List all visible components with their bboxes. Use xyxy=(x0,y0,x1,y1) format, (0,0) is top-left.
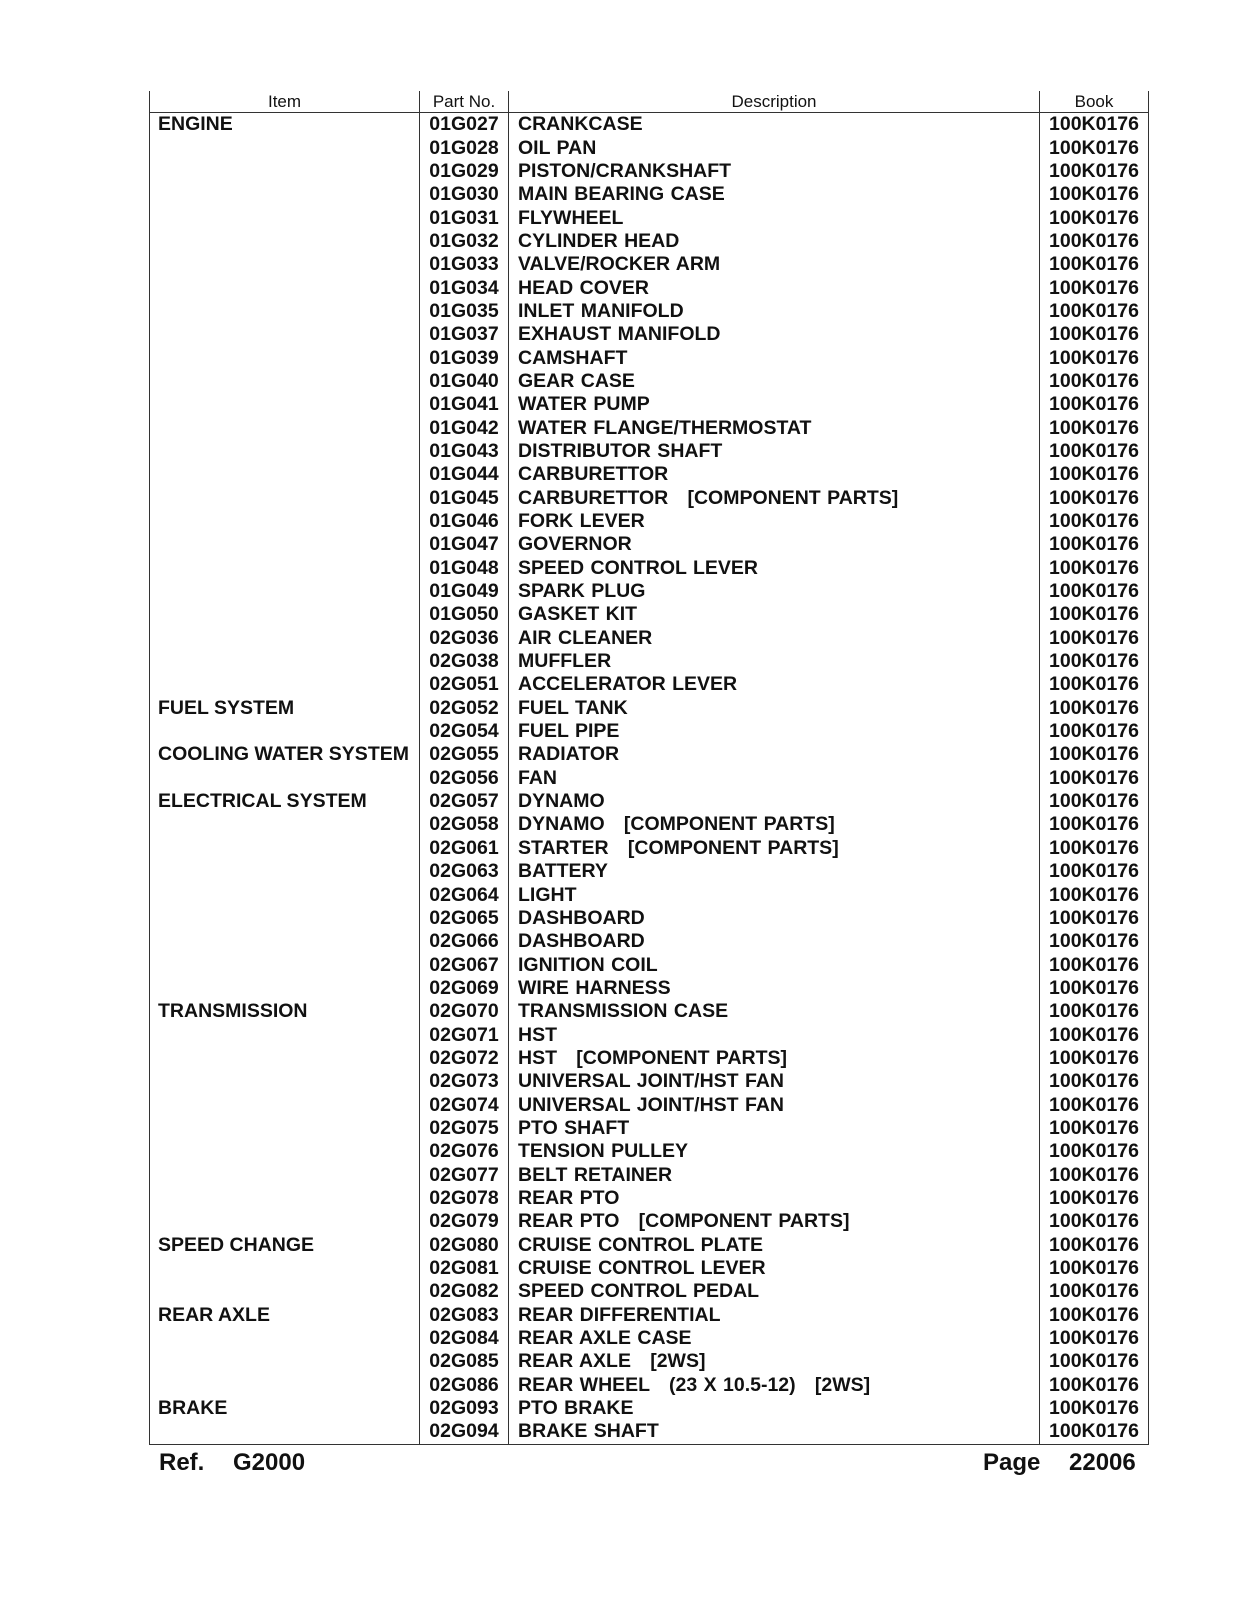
row-item-cell xyxy=(150,860,420,883)
row-item-cell xyxy=(150,206,420,229)
row-item-cell xyxy=(150,1350,420,1373)
row-book-cell: 100K0176 xyxy=(1040,487,1149,510)
row-description-cell: MUFFLER xyxy=(509,650,1040,673)
row-book-cell: 100K0176 xyxy=(1040,697,1149,720)
row-description-cell: PTO SHAFT xyxy=(509,1117,1040,1140)
row-book-cell: 100K0176 xyxy=(1040,627,1149,650)
table-row xyxy=(150,416,1149,439)
table-row xyxy=(150,1163,1149,1186)
row-part-no-cell: 01G043 xyxy=(420,440,509,463)
row-book-cell: 100K0176 xyxy=(1040,1397,1149,1420)
row-book-cell: 100K0176 xyxy=(1040,580,1149,603)
row-part-no-cell: 02G077 xyxy=(420,1163,509,1186)
row-book-cell: 100K0176 xyxy=(1040,673,1149,696)
row-part-no-cell: 02G083 xyxy=(420,1304,509,1327)
row-item-cell xyxy=(150,1140,420,1163)
row-book-cell: 100K0176 xyxy=(1040,160,1149,183)
row-book-cell: 100K0176 xyxy=(1040,183,1149,206)
row-item-cell xyxy=(150,323,420,346)
row-description-cell: REAR WHEEL (23 X 10.5-12) [2WS] xyxy=(509,1374,1040,1397)
row-part-no-cell: 02G082 xyxy=(420,1280,509,1303)
row-item-cell xyxy=(150,907,420,930)
row-item-cell xyxy=(150,510,420,533)
row-part-no-cell: 02G069 xyxy=(420,977,509,1000)
row-description-cell: CRUISE CONTROL PLATE xyxy=(509,1234,1040,1257)
row-item-cell xyxy=(150,603,420,626)
row-part-no-cell: 01G027 xyxy=(420,113,509,137)
row-description-cell: OIL PAN xyxy=(509,136,1040,159)
row-part-no-cell: 02G074 xyxy=(420,1093,509,1116)
row-item-cell xyxy=(150,370,420,393)
row-item-cell xyxy=(150,1070,420,1093)
row-item-cell xyxy=(150,1047,420,1070)
row-book-cell: 100K0176 xyxy=(1040,907,1149,930)
header-description: Description xyxy=(509,91,1040,113)
row-item-cell xyxy=(150,977,420,1000)
table-row xyxy=(150,790,1149,813)
table-row xyxy=(150,276,1149,299)
row-book-cell: 100K0176 xyxy=(1040,813,1149,836)
row-part-no-cell: 02G076 xyxy=(420,1140,509,1163)
row-part-no-cell: 01G045 xyxy=(420,487,509,510)
parts-index-sheet xyxy=(149,91,1148,1445)
row-part-no-cell: 02G080 xyxy=(420,1234,509,1257)
table-header-row xyxy=(150,91,1149,113)
row-book-cell: 100K0176 xyxy=(1040,1327,1149,1350)
row-part-no-cell: 02G056 xyxy=(420,767,509,790)
row-book-cell: 100K0176 xyxy=(1040,790,1149,813)
table-row xyxy=(150,1070,1149,1093)
row-item-cell xyxy=(150,767,420,790)
row-part-no-cell: 01G032 xyxy=(420,230,509,253)
row-part-no-cell: 01G030 xyxy=(420,183,509,206)
row-description-cell: HST xyxy=(509,1023,1040,1046)
table-row xyxy=(150,1327,1149,1350)
row-description-cell: CRANKCASE xyxy=(509,113,1040,137)
row-part-no-cell: 02G078 xyxy=(420,1187,509,1210)
row-description-cell: FUEL PIPE xyxy=(509,720,1040,743)
parts-table xyxy=(149,91,1149,1445)
row-part-no-cell: 02G064 xyxy=(420,883,509,906)
row-description-cell: CYLINDER HEAD xyxy=(509,230,1040,253)
header-book: Book xyxy=(1040,91,1149,113)
row-book-cell: 100K0176 xyxy=(1040,1304,1149,1327)
row-item-cell xyxy=(150,953,420,976)
row-part-no-cell: 01G033 xyxy=(420,253,509,276)
table-row xyxy=(150,160,1149,183)
row-description-cell: DASHBOARD xyxy=(509,930,1040,953)
row-item-cell xyxy=(150,1420,420,1444)
row-item-cell xyxy=(150,1163,420,1186)
table-row xyxy=(150,1234,1149,1257)
table-row xyxy=(150,697,1149,720)
table-row xyxy=(150,860,1149,883)
row-description-cell: EXHAUST MANIFOLD xyxy=(509,323,1040,346)
table-row xyxy=(150,1350,1149,1373)
row-book-cell: 100K0176 xyxy=(1040,1070,1149,1093)
row-description-cell: VALVE/ROCKER ARM xyxy=(509,253,1040,276)
table-row xyxy=(150,627,1149,650)
row-description-cell: BATTERY xyxy=(509,860,1040,883)
row-description-cell: PISTON/CRANKSHAFT xyxy=(509,160,1040,183)
row-part-no-cell: 02G073 xyxy=(420,1070,509,1093)
table-row xyxy=(150,743,1149,766)
row-book-cell: 100K0176 xyxy=(1040,1117,1149,1140)
row-part-no-cell: 02G086 xyxy=(420,1374,509,1397)
row-description-cell: PTO BRAKE xyxy=(509,1397,1040,1420)
row-item-cell xyxy=(150,720,420,743)
table-row xyxy=(150,113,1149,137)
row-book-cell: 100K0176 xyxy=(1040,510,1149,533)
row-book-cell: 100K0176 xyxy=(1040,837,1149,860)
row-item-cell xyxy=(150,580,420,603)
row-part-no-cell: 02G067 xyxy=(420,953,509,976)
row-description-cell: WIRE HARNESS xyxy=(509,977,1040,1000)
row-book-cell: 100K0176 xyxy=(1040,1234,1149,1257)
row-part-no-cell: 01G029 xyxy=(420,160,509,183)
row-item-cell: ELECTRICAL SYSTEM xyxy=(150,790,420,813)
row-book-cell: 100K0176 xyxy=(1040,743,1149,766)
row-part-no-cell: 02G084 xyxy=(420,1327,509,1350)
row-part-no-cell: 02G058 xyxy=(420,813,509,836)
table-row xyxy=(150,510,1149,533)
row-item-cell: ENGINE xyxy=(150,113,420,137)
row-book-cell: 100K0176 xyxy=(1040,883,1149,906)
ref-label: Ref. xyxy=(159,1449,205,1476)
table-row xyxy=(150,1187,1149,1210)
table-row xyxy=(150,1374,1149,1397)
row-part-no-cell: 02G038 xyxy=(420,650,509,673)
row-item-cell xyxy=(150,627,420,650)
table-row xyxy=(150,463,1149,486)
row-item-cell xyxy=(150,393,420,416)
row-part-no-cell: 02G071 xyxy=(420,1023,509,1046)
table-row xyxy=(150,650,1149,673)
row-item-cell: TRANSMISSION xyxy=(150,1000,420,1023)
row-description-cell: DYNAMO [COMPONENT PARTS] xyxy=(509,813,1040,836)
row-book-cell: 100K0176 xyxy=(1040,253,1149,276)
table-row xyxy=(150,440,1149,463)
row-item-cell xyxy=(150,650,420,673)
row-book-cell: 100K0176 xyxy=(1040,953,1149,976)
row-part-no-cell: 01G049 xyxy=(420,580,509,603)
table-row xyxy=(150,1000,1149,1023)
row-item-cell xyxy=(150,416,420,439)
row-description-cell: DISTRIBUTOR SHAFT xyxy=(509,440,1040,463)
row-item-cell xyxy=(150,1280,420,1303)
table-row xyxy=(150,580,1149,603)
table-row xyxy=(150,1117,1149,1140)
row-part-no-cell: 02G079 xyxy=(420,1210,509,1233)
row-description-cell: SPEED CONTROL PEDAL xyxy=(509,1280,1040,1303)
row-part-no-cell: 02G057 xyxy=(420,790,509,813)
row-part-no-cell: 02G061 xyxy=(420,837,509,860)
header-part-no: Part No. xyxy=(420,91,509,113)
row-book-cell: 100K0176 xyxy=(1040,720,1149,743)
page-label: Page xyxy=(983,1449,1041,1476)
row-item-cell: BRAKE xyxy=(150,1397,420,1420)
row-part-no-cell: 01G028 xyxy=(420,136,509,159)
row-item-cell xyxy=(150,183,420,206)
row-item-cell xyxy=(150,1210,420,1233)
table-row xyxy=(150,1210,1149,1233)
row-description-cell: STARTER [COMPONENT PARTS] xyxy=(509,837,1040,860)
row-item-cell xyxy=(150,1093,420,1116)
row-book-cell: 100K0176 xyxy=(1040,206,1149,229)
row-part-no-cell: 01G031 xyxy=(420,206,509,229)
row-part-no-cell: 02G063 xyxy=(420,860,509,883)
row-item-cell xyxy=(150,1187,420,1210)
page-footer xyxy=(149,1446,1148,1480)
row-item-cell: SPEED CHANGE xyxy=(150,1234,420,1257)
row-item-cell xyxy=(150,300,420,323)
row-book-cell: 100K0176 xyxy=(1040,1023,1149,1046)
row-part-no-cell: 01G041 xyxy=(420,393,509,416)
row-item-cell xyxy=(150,533,420,556)
row-part-no-cell: 02G072 xyxy=(420,1047,509,1070)
table-row xyxy=(150,603,1149,626)
row-part-no-cell: 02G094 xyxy=(420,1420,509,1444)
row-item-cell: FUEL SYSTEM xyxy=(150,697,420,720)
row-description-cell: UNIVERSAL JOINT/HST FAN xyxy=(509,1093,1040,1116)
table-row xyxy=(150,1280,1149,1303)
row-description-cell: HST [COMPONENT PARTS] xyxy=(509,1047,1040,1070)
row-item-cell: REAR AXLE xyxy=(150,1304,420,1327)
row-book-cell: 100K0176 xyxy=(1040,370,1149,393)
row-part-no-cell: 02G070 xyxy=(420,1000,509,1023)
row-part-no-cell: 02G081 xyxy=(420,1257,509,1280)
row-description-cell: GOVERNOR xyxy=(509,533,1040,556)
row-book-cell: 100K0176 xyxy=(1040,1187,1149,1210)
row-book-cell: 100K0176 xyxy=(1040,930,1149,953)
row-description-cell: FUEL TANK xyxy=(509,697,1040,720)
row-book-cell: 100K0176 xyxy=(1040,1257,1149,1280)
table-row xyxy=(150,977,1149,1000)
row-description-cell: GASKET KIT xyxy=(509,603,1040,626)
row-item-cell xyxy=(150,1023,420,1046)
row-part-no-cell: 01G042 xyxy=(420,416,509,439)
table-row xyxy=(150,533,1149,556)
row-description-cell: FAN xyxy=(509,767,1040,790)
row-book-cell: 100K0176 xyxy=(1040,323,1149,346)
row-description-cell: CARBURETTOR [COMPONENT PARTS] xyxy=(509,487,1040,510)
table-row xyxy=(150,393,1149,416)
table-row xyxy=(150,1023,1149,1046)
row-part-no-cell: 02G075 xyxy=(420,1117,509,1140)
row-book-cell: 100K0176 xyxy=(1040,1420,1149,1444)
row-description-cell: REAR PTO xyxy=(509,1187,1040,1210)
table-row xyxy=(150,487,1149,510)
row-description-cell: BELT RETAINER xyxy=(509,1163,1040,1186)
row-item-cell xyxy=(150,1327,420,1350)
row-item-cell xyxy=(150,230,420,253)
row-description-cell: FORK LEVER xyxy=(509,510,1040,533)
row-book-cell: 100K0176 xyxy=(1040,346,1149,369)
row-description-cell: CAMSHAFT xyxy=(509,346,1040,369)
row-description-cell: REAR DIFFERENTIAL xyxy=(509,1304,1040,1327)
row-part-no-cell: 01G047 xyxy=(420,533,509,556)
row-part-no-cell: 01G034 xyxy=(420,276,509,299)
row-book-cell: 100K0176 xyxy=(1040,440,1149,463)
row-book-cell: 100K0176 xyxy=(1040,1350,1149,1373)
row-part-no-cell: 02G066 xyxy=(420,930,509,953)
row-part-no-cell: 02G052 xyxy=(420,697,509,720)
row-item-cell xyxy=(150,346,420,369)
row-description-cell: WATER PUMP xyxy=(509,393,1040,416)
row-item-cell xyxy=(150,160,420,183)
row-book-cell: 100K0176 xyxy=(1040,1000,1149,1023)
page-number: 22006 xyxy=(1069,1449,1136,1476)
row-item-cell xyxy=(150,463,420,486)
row-part-no-cell: 01G050 xyxy=(420,603,509,626)
row-item-cell xyxy=(150,837,420,860)
row-description-cell: UNIVERSAL JOINT/HST FAN xyxy=(509,1070,1040,1093)
row-book-cell: 100K0176 xyxy=(1040,393,1149,416)
row-description-cell: REAR PTO [COMPONENT PARTS] xyxy=(509,1210,1040,1233)
row-book-cell: 100K0176 xyxy=(1040,860,1149,883)
table-row xyxy=(150,837,1149,860)
row-description-cell: LIGHT xyxy=(509,883,1040,906)
table-row xyxy=(150,557,1149,580)
row-item-cell xyxy=(150,487,420,510)
row-book-cell: 100K0176 xyxy=(1040,1093,1149,1116)
row-book-cell: 100K0176 xyxy=(1040,136,1149,159)
table-row xyxy=(150,346,1149,369)
table-row xyxy=(150,930,1149,953)
row-book-cell: 100K0176 xyxy=(1040,416,1149,439)
row-description-cell: TENSION PULLEY xyxy=(509,1140,1040,1163)
row-part-no-cell: 01G046 xyxy=(420,510,509,533)
table-row xyxy=(150,323,1149,346)
row-item-cell xyxy=(150,883,420,906)
row-book-cell: 100K0176 xyxy=(1040,276,1149,299)
table-row xyxy=(150,767,1149,790)
row-item-cell xyxy=(150,557,420,580)
table-row xyxy=(150,183,1149,206)
row-description-cell: SPARK PLUG xyxy=(509,580,1040,603)
table-row xyxy=(150,720,1149,743)
row-book-cell: 100K0176 xyxy=(1040,650,1149,673)
row-item-cell: COOLING WATER SYSTEM xyxy=(150,743,420,766)
row-book-cell: 100K0176 xyxy=(1040,1140,1149,1163)
row-item-cell xyxy=(150,276,420,299)
row-description-cell: AIR CLEANER xyxy=(509,627,1040,650)
row-part-no-cell: 02G036 xyxy=(420,627,509,650)
ref-value: G2000 xyxy=(233,1449,306,1476)
row-description-cell: INLET MANIFOLD xyxy=(509,300,1040,323)
row-part-no-cell: 01G039 xyxy=(420,346,509,369)
table-row xyxy=(150,1397,1149,1420)
table-row xyxy=(150,907,1149,930)
row-book-cell: 100K0176 xyxy=(1040,300,1149,323)
table-row xyxy=(150,883,1149,906)
table-row xyxy=(150,1140,1149,1163)
row-book-cell: 100K0176 xyxy=(1040,1210,1149,1233)
row-description-cell: MAIN BEARING CASE xyxy=(509,183,1040,206)
table-body xyxy=(150,113,1149,1445)
table-row xyxy=(150,953,1149,976)
row-description-cell: CARBURETTOR xyxy=(509,463,1040,486)
row-item-cell xyxy=(150,253,420,276)
row-part-no-cell: 02G054 xyxy=(420,720,509,743)
table-row xyxy=(150,136,1149,159)
row-part-no-cell: 02G093 xyxy=(420,1397,509,1420)
row-book-cell: 100K0176 xyxy=(1040,767,1149,790)
table-row xyxy=(150,813,1149,836)
table-row xyxy=(150,1093,1149,1116)
row-item-cell xyxy=(150,813,420,836)
row-book-cell: 100K0176 xyxy=(1040,533,1149,556)
row-book-cell: 100K0176 xyxy=(1040,603,1149,626)
row-part-no-cell: 02G051 xyxy=(420,673,509,696)
row-description-cell: IGNITION COIL xyxy=(509,953,1040,976)
table-row xyxy=(150,300,1149,323)
row-book-cell: 100K0176 xyxy=(1040,977,1149,1000)
row-item-cell xyxy=(150,930,420,953)
row-description-cell: REAR AXLE [2WS] xyxy=(509,1350,1040,1373)
table-row xyxy=(150,1047,1149,1070)
row-book-cell: 100K0176 xyxy=(1040,113,1149,137)
row-description-cell: BRAKE SHAFT xyxy=(509,1420,1040,1444)
row-description-cell: DASHBOARD xyxy=(509,907,1040,930)
table-row xyxy=(150,206,1149,229)
table-row xyxy=(150,370,1149,393)
row-item-cell xyxy=(150,1374,420,1397)
row-part-no-cell: 01G040 xyxy=(420,370,509,393)
row-part-no-cell: 01G048 xyxy=(420,557,509,580)
row-description-cell: REAR AXLE CASE xyxy=(509,1327,1040,1350)
row-book-cell: 100K0176 xyxy=(1040,230,1149,253)
row-part-no-cell: 01G037 xyxy=(420,323,509,346)
row-description-cell: FLYWHEEL xyxy=(509,206,1040,229)
row-description-cell: RADIATOR xyxy=(509,743,1040,766)
row-part-no-cell: 02G055 xyxy=(420,743,509,766)
row-book-cell: 100K0176 xyxy=(1040,1163,1149,1186)
row-description-cell: ACCELERATOR LEVER xyxy=(509,673,1040,696)
row-item-cell xyxy=(150,136,420,159)
table-row xyxy=(150,253,1149,276)
row-description-cell: DYNAMO xyxy=(509,790,1040,813)
row-description-cell: TRANSMISSION CASE xyxy=(509,1000,1040,1023)
row-book-cell: 100K0176 xyxy=(1040,1047,1149,1070)
row-book-cell: 100K0176 xyxy=(1040,1374,1149,1397)
row-part-no-cell: 02G065 xyxy=(420,907,509,930)
table-row xyxy=(150,673,1149,696)
row-item-cell xyxy=(150,1257,420,1280)
row-description-cell: WATER FLANGE/THERMOSTAT xyxy=(509,416,1040,439)
table-row xyxy=(150,230,1149,253)
row-part-no-cell: 01G035 xyxy=(420,300,509,323)
row-part-no-cell: 02G085 xyxy=(420,1350,509,1373)
row-item-cell xyxy=(150,1117,420,1140)
row-part-no-cell: 01G044 xyxy=(420,463,509,486)
row-description-cell: CRUISE CONTROL LEVER xyxy=(509,1257,1040,1280)
table-row xyxy=(150,1420,1149,1444)
table-row xyxy=(150,1257,1149,1280)
row-book-cell: 100K0176 xyxy=(1040,1280,1149,1303)
row-item-cell xyxy=(150,673,420,696)
table-row xyxy=(150,1304,1149,1327)
row-description-cell: SPEED CONTROL LEVER xyxy=(509,557,1040,580)
header-item: Item xyxy=(150,91,420,113)
row-item-cell xyxy=(150,440,420,463)
row-book-cell: 100K0176 xyxy=(1040,557,1149,580)
row-description-cell: HEAD COVER xyxy=(509,276,1040,299)
row-book-cell: 100K0176 xyxy=(1040,463,1149,486)
row-description-cell: GEAR CASE xyxy=(509,370,1040,393)
